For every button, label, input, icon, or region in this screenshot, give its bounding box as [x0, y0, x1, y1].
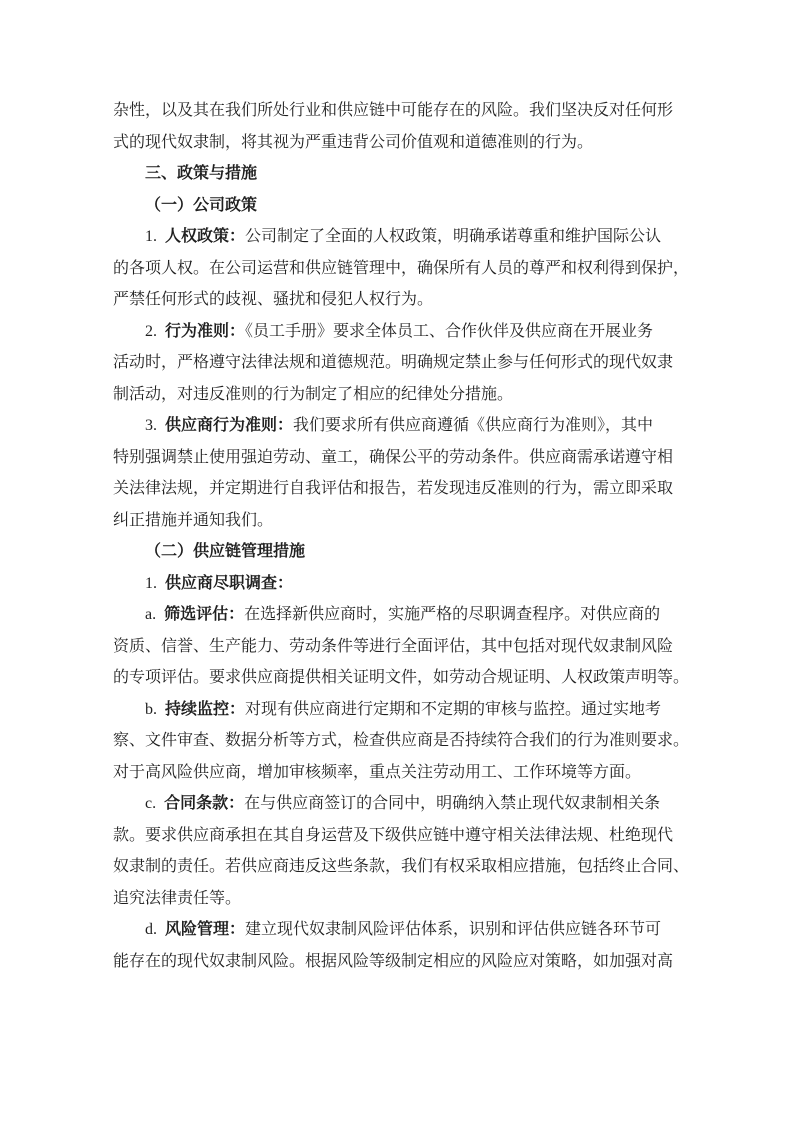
list-marker: a.: [145, 606, 157, 623]
text-line: [113, 631, 680, 663]
section-heading: [113, 158, 680, 190]
body-text: 制活动，对违反准则的行为制定了相应的纪律处分措施。: [113, 385, 514, 403]
list-marker: 3.: [145, 417, 157, 434]
list-marker: 2.: [145, 322, 157, 340]
section-heading: [113, 536, 680, 568]
heading-text: （二）供应链管理措施: [145, 543, 306, 560]
text-line: [113, 253, 690, 285]
body-text: 款。要求供应商承担在其自身运营及下级供应链中遵守相关法律法规、杜绝现代: [113, 826, 674, 844]
body-text: 公司制定了全面的人权政策，明确承诺尊重和维护国际公认: [245, 228, 662, 245]
text-line: [113, 883, 680, 915]
body-text: 杂性，以及其在我们所处行业和供应链中可能存在的风险。我们坚决反对任何形: [113, 102, 674, 119]
body-text: 资质、信誉、生产能力、劳动条件等进行全面评估，其中包括对现代奴隶制风险: [113, 637, 674, 655]
term-label: 行为准则：: [165, 322, 246, 340]
text-line: [113, 662, 690, 694]
text-line: [113, 316, 680, 348]
text-line: [113, 190, 680, 222]
text-line: [113, 473, 680, 505]
body-text: 《员工手册》要求全体员工、合作伙伴及供应商在开展业务: [245, 322, 654, 340]
text-line: [113, 505, 680, 537]
term-label: 持续监控：: [165, 700, 246, 718]
body-text: 我们要求所有供应商遵循《供应商行为准则》，其中: [293, 417, 654, 434]
section-heading: [113, 190, 680, 222]
text-line: [113, 158, 680, 190]
list-marker: c.: [145, 795, 157, 812]
text-line: [113, 599, 680, 631]
body-text: 建立现代奴隶制风险评估体系，识别和评估供应链各环节可: [245, 921, 662, 938]
term-label: 人权政策：: [165, 228, 246, 245]
body-paragraph: [113, 410, 680, 536]
list-marker: 1.: [145, 574, 157, 592]
text-line: [113, 694, 680, 726]
body-text: 严禁任何形式的歧视、骚扰和侵犯人权行为。: [113, 291, 434, 308]
text-line: [113, 221, 680, 253]
body-paragraph: [113, 568, 680, 600]
list-marker: 1.: [145, 228, 157, 245]
body-text: 在选择新供应商时，实施严格的尽职调查程序。对供应商的: [244, 606, 661, 623]
body-text: 察、文件审查、数据分析等方式，检查供应商是否持续符合我们的行为准则要求。: [113, 732, 690, 749]
heading-text: 三、政策与措施: [145, 165, 258, 182]
body-text: 特别强调禁止使用强迫劳动、童工，确保公平的劳动条件。供应商需承诺遵守相: [113, 448, 674, 466]
body-paragraph: [113, 221, 690, 316]
text-line: [113, 757, 680, 789]
text-line: [113, 347, 680, 379]
body-paragraph: [113, 694, 690, 789]
body-text: 奴隶制的责任。若供应商违反这些条款，我们有权采取相应措施，包括终止合同、: [113, 858, 690, 875]
text-line: [113, 851, 690, 883]
text-line: [113, 284, 680, 316]
body-text: 关法律法规，并定期进行自我评估和报告，若发现违反准则的行为，需立即采取: [113, 480, 674, 497]
body-paragraph: [113, 95, 680, 158]
text-line: [113, 725, 690, 757]
body-paragraph: [113, 914, 680, 977]
body-paragraph: [113, 599, 690, 694]
body-text: 在与供应商签订的合同中，明确纳入禁止现代奴隶制相关条: [244, 795, 661, 812]
text-line: [113, 410, 680, 442]
list-marker: b.: [145, 700, 157, 718]
body-text: 对现有供应商进行定期和不定期的审核与监控。通过实地考: [245, 700, 662, 718]
term-label: 合同条款：: [164, 795, 245, 812]
body-text: 对于高风险供应商，增加审核频率，重点关注劳动用工、工作环境等方面。: [113, 763, 642, 781]
list-marker: d.: [145, 921, 157, 938]
body-paragraph: [113, 788, 690, 914]
body-text: 式的现代奴隶制，将其视为严重违背公司价值观和道德准则的行为。: [113, 133, 594, 151]
body-text: 的各项人权。在公司运营和供应链管理中，确保所有人员的尊严和权利得到保护，: [113, 259, 690, 277]
heading-text: （一）公司政策: [145, 196, 258, 214]
text-line: [113, 536, 680, 568]
body-text: 追究法律责任等。: [113, 889, 242, 907]
document-content: [113, 95, 690, 977]
text-line: [113, 442, 680, 474]
text-line: [113, 820, 680, 852]
text-line: [113, 127, 680, 159]
body-paragraph: [113, 316, 680, 411]
term-label: 供应商尽职调查：: [165, 574, 294, 592]
term-label: 供应商行为准则：: [165, 417, 294, 434]
text-line: [113, 788, 680, 820]
body-text: 的专项评估。要求供应商提供相关证明文件，如劳动合规证明、人权政策声明等。: [113, 669, 690, 686]
text-line: [113, 568, 680, 600]
body-text: 活动时，严格遵守法律法规和道德规范。明确规定禁止参与任何形式的现代奴隶: [113, 354, 674, 371]
term-label: 筛选评估：: [164, 606, 245, 623]
text-line: [113, 95, 680, 127]
text-line: [113, 946, 680, 978]
text-line: [113, 379, 680, 411]
body-text: 能存在的现代奴隶制风险。根据风险等级制定相应的风险应对策略，如加强对高: [113, 952, 674, 970]
body-text: 纠正措施并通知我们。: [113, 511, 274, 529]
term-label: 风险管理：: [165, 921, 246, 938]
text-line: [113, 914, 680, 946]
